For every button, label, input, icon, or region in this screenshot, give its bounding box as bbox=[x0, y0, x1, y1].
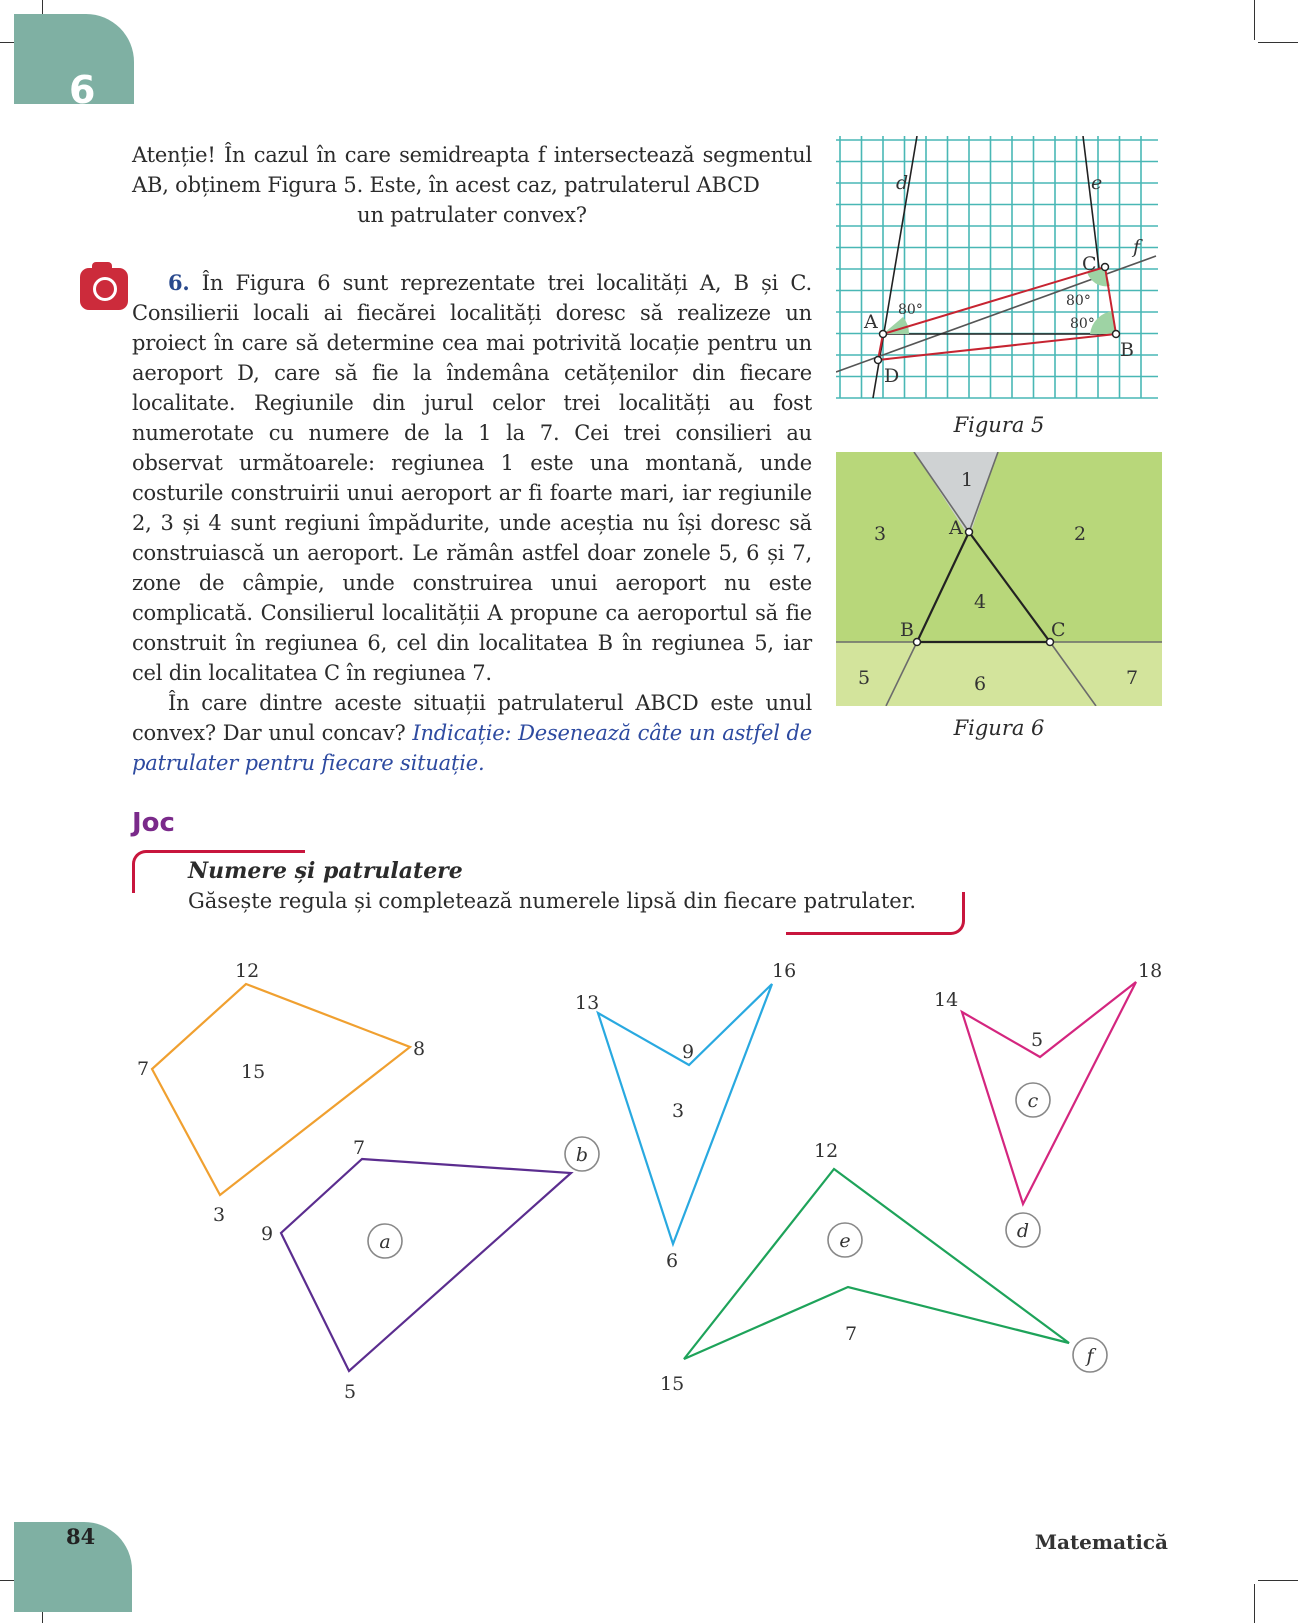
vertex-label: 15 bbox=[660, 1373, 685, 1395]
vertex-label: 13 bbox=[575, 992, 600, 1014]
game-title: Numere și patrulatere bbox=[188, 858, 463, 884]
vertex-label: 8 bbox=[413, 1038, 426, 1060]
label-f: f bbox=[1133, 236, 1141, 258]
label-a: A bbox=[949, 517, 963, 539]
section-title: Joc bbox=[132, 808, 175, 838]
vertex-label: 9 bbox=[682, 1041, 695, 1063]
vertex-label: 12 bbox=[814, 1140, 839, 1162]
region-7: 7 bbox=[1126, 667, 1139, 689]
vertex-label: 7 bbox=[353, 1137, 366, 1159]
game-instruction: Găsește regula și completează numerele lipsă din fiecare patrulater. bbox=[188, 889, 917, 913]
quadrilateral-purple bbox=[281, 1159, 571, 1371]
label-a: A bbox=[864, 311, 878, 333]
point-a bbox=[966, 529, 973, 536]
figure-6 bbox=[836, 452, 1162, 706]
center-label: c bbox=[1027, 1090, 1039, 1112]
vertex-label: 6 bbox=[666, 1250, 679, 1272]
exercise-hint: Indicație: Desenează câte un astfel de patrulater pentru fiecare situație. bbox=[132, 721, 812, 775]
point-a bbox=[880, 331, 887, 338]
label-b: B bbox=[900, 619, 914, 641]
center-label: 3 bbox=[672, 1100, 685, 1122]
attention-paragraph bbox=[132, 140, 812, 230]
crop-mark bbox=[1258, 1580, 1298, 1581]
region-6: 6 bbox=[974, 673, 987, 695]
quadrilateral-orange bbox=[152, 984, 410, 1195]
angle-c-label: 80° bbox=[1066, 293, 1091, 309]
label-c: C bbox=[1051, 619, 1066, 641]
game-shapes bbox=[0, 940, 1298, 1400]
region-1: 1 bbox=[961, 469, 974, 491]
label-b: B bbox=[1120, 339, 1134, 361]
vertex-label: d bbox=[1016, 1220, 1030, 1242]
center-label: a bbox=[379, 1231, 391, 1253]
crop-mark bbox=[1254, 0, 1255, 40]
region-4: 4 bbox=[974, 591, 987, 613]
vertex-label: f bbox=[1086, 1345, 1094, 1367]
vertex-label: 5 bbox=[344, 1381, 357, 1400]
point-b bbox=[914, 639, 921, 646]
vertex-label: 5 bbox=[1031, 1029, 1044, 1051]
vertex-label: b bbox=[575, 1144, 589, 1166]
exercise-number: 6. bbox=[168, 270, 190, 295]
attention-text: Atenție! În cazul în care semidreapta f intersectează segmentul AB, obținem Figura 5. Este, în acest caz, patrulaterul ABCD bbox=[132, 143, 812, 197]
exercise-question: În care dintre aceste situații patrulaterul ABCD este unul convex? Dar unul concav? bbox=[132, 691, 812, 745]
label-c: C bbox=[1082, 253, 1097, 275]
angle-a-label: 80° bbox=[898, 302, 923, 318]
vertex-label: 7 bbox=[137, 1058, 150, 1080]
vertex-label: 3 bbox=[213, 1204, 226, 1226]
point-b bbox=[1113, 331, 1120, 338]
subject-title: Matematică bbox=[1034, 1530, 1168, 1554]
figure-5-caption: Figura 5 bbox=[953, 413, 1045, 437]
vertex-label: 18 bbox=[1138, 960, 1163, 982]
region-2: 2 bbox=[1074, 523, 1087, 545]
chapter-tab bbox=[14, 14, 134, 112]
label-e: e bbox=[1091, 172, 1103, 194]
vertex-label: 16 bbox=[772, 960, 797, 982]
crop-mark bbox=[1258, 42, 1298, 43]
vertex-label: 12 bbox=[235, 960, 260, 982]
quadrilateral-green bbox=[684, 1169, 1069, 1359]
camera-icon bbox=[80, 268, 128, 310]
center-label: 15 bbox=[241, 1061, 266, 1083]
point-d bbox=[875, 357, 882, 364]
vertex-label: 7 bbox=[845, 1323, 858, 1345]
page-number: 84 bbox=[66, 1524, 96, 1549]
plain-region bbox=[836, 642, 1162, 706]
crop-mark bbox=[1254, 1584, 1255, 1623]
exercise-6 bbox=[132, 268, 812, 778]
vertex-label: 14 bbox=[934, 989, 959, 1011]
figure-6-caption: Figura 6 bbox=[953, 716, 1045, 740]
center-label: e bbox=[839, 1230, 851, 1252]
region-3: 3 bbox=[874, 523, 887, 545]
exercise-body: În Figura 6 sunt reprezentate trei localități A, B și C. Consilierii locali ai fiecărei localități doresc să realizeze un proiect în care să determine cea mai potrivită locație pentru un aeroport D, care să fie la îndemâna cetățenilor din fiecare localitate. Regiunile din jurul celor trei localități au fost numerotate cu numere de la 1 la 7. Cei trei consilieri au observat următoarele: regiunea 1 este una montană, unde costurile construirii unui aeroport ar fi foarte mari, iar regiunile 2, 3 și 4 sunt regiuni împădurite, unde aceștia nu își doresc să construiască un aeroport. Le rămân astfel doar zonele 5, 6 și 7, zone de câmpie, unde construirea unui aeroport nu este complicată. Consilierul localității A propune ca aeroportul să fie construit în regiunea 6, cel din localitatea B în regiunea 5, iar cel din localitatea C în regiunea 7. bbox=[132, 271, 812, 685]
region-5: 5 bbox=[858, 667, 871, 689]
label-d-point: D bbox=[884, 365, 900, 387]
quadrilateral-cyan bbox=[598, 984, 772, 1244]
chapter-number: 6 bbox=[69, 68, 96, 112]
point-c bbox=[1102, 264, 1109, 271]
vertex-label: 9 bbox=[261, 1223, 274, 1245]
label-d: d bbox=[896, 172, 909, 194]
attention-text-end: un patrulater convex? bbox=[357, 203, 587, 227]
angle-b-label: 80° bbox=[1070, 316, 1095, 332]
forest-region bbox=[836, 452, 1162, 642]
figure-5 bbox=[836, 136, 1162, 404]
